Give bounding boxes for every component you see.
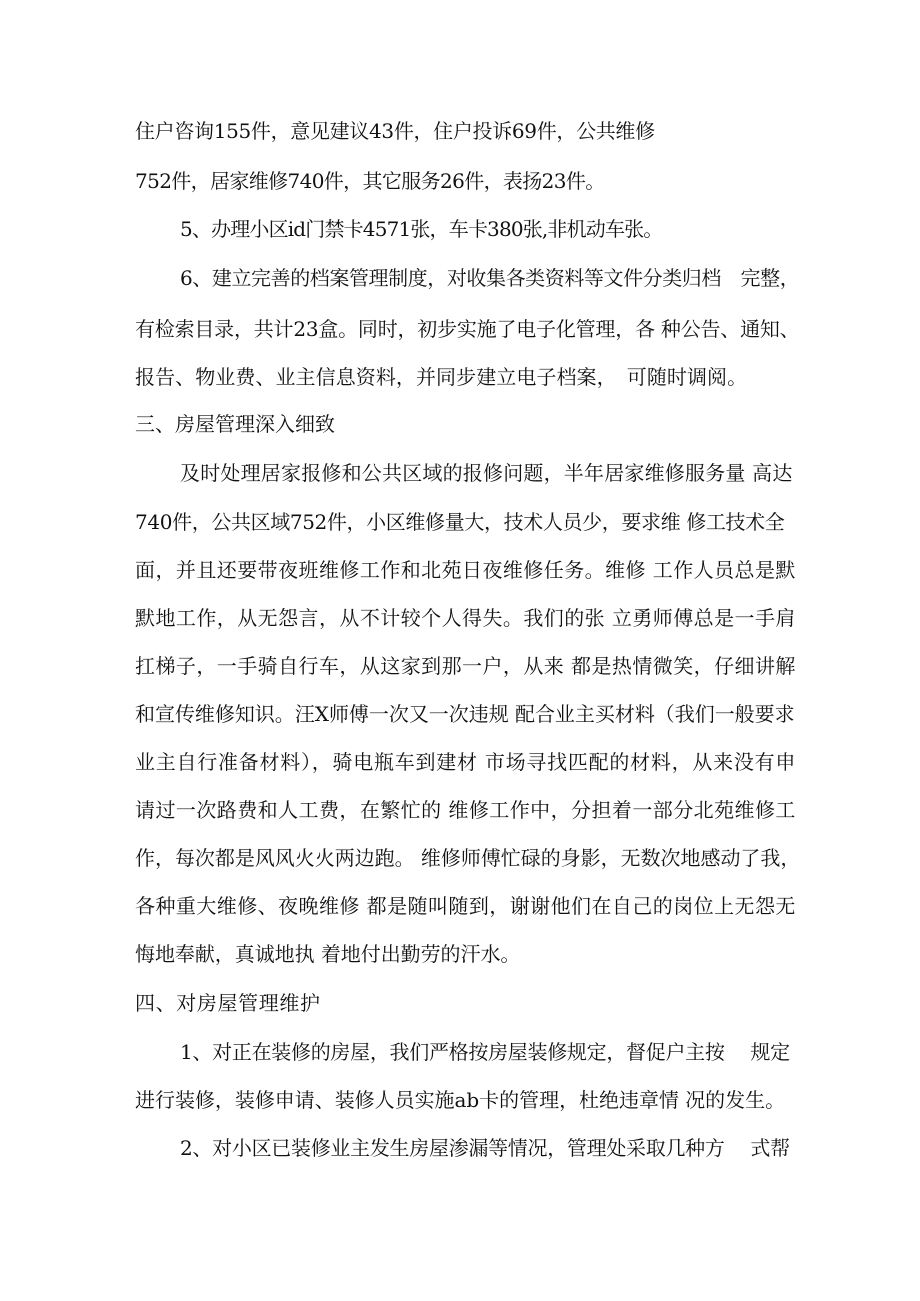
text-line: 请过一次路费和人工费，在繁忙的 维修工作中，分担着一部分北苑维修工 <box>135 798 796 822</box>
text-line: 扛梯子，一手骑自行车，从这家到那一户，从来 都是热情微笑，仔细讲解 <box>135 654 796 678</box>
text-line: 住户咨询155件，意见建议43件，住户投诉69件，公共维修 <box>135 119 655 143</box>
text-line: 作，每次都是风风火火两边跑。 维修师傅忙碌的身影，无数次地感动了我， <box>135 846 801 870</box>
text-line: 默地工作，从无怨言，从不计较个人得失。我们的张 立勇师傅总是一手肩 <box>135 606 796 630</box>
section-heading: 四、对房屋管理维护 <box>135 991 321 1015</box>
text-line: 2、对小区已装修业主发生房屋渗漏等情况，管理处采取几种方 式帮 <box>180 1136 790 1160</box>
text-line: 6、建立完善的档案管理制度，对收集各类资料等文件分类归档 完整， <box>180 266 800 290</box>
text-line: 1、对正在装修的房屋，我们严格按房屋装修规定，督促户主按 规定 <box>180 1040 790 1064</box>
text-line: 740件，公共区域752件，小区维修量大，技术人员少，要求维 修工技术全 <box>135 510 785 534</box>
text-line: 悔地奉献，真诚地执 着地付出勤劳的汗水。 <box>135 942 521 966</box>
text-line: 752件，居家维修740件，其它服务26件，表扬23件。 <box>135 169 605 193</box>
text-line: 各种重大维修、夜晚维修 都是随叫随到，谢谢他们在自己的岗位上无怨无 <box>135 894 796 918</box>
text-line: 及时处理居家报修和公共区域的报修问题，半年居家维修服务量 高达 <box>180 461 793 485</box>
text-line: 报告、物业费、业主信息资料，并同步建立电子档案， 可随时调阅。 <box>135 365 748 389</box>
section-heading: 三、房屋管理深入细致 <box>135 412 335 436</box>
text-line: 和宣传维修知识。汪X师傅一次又一次违规 配合业主买材料（我们一般要求 <box>135 702 795 726</box>
text-line: 业主自行准备材料），骑电瓶车到建材 市场寻找匹配的材料，从来没有申 <box>135 750 797 774</box>
text-line: 进行装修，装修申请、装修人员实施ab卡的管理，杜绝违章情 况的发生。 <box>135 1088 786 1112</box>
text-line: 5、办理小区id门禁卡4571张，车卡380张,非机动车张。 <box>180 217 663 241</box>
text-line: 面，并且还要带夜班维修工作和北苑日夜维修任务。维修 工作人员总是默 <box>135 558 796 582</box>
text-line: 有检索目录，共计23盒。同时，初步实施了电子化管理，各 种公告、通知、 <box>135 317 800 341</box>
